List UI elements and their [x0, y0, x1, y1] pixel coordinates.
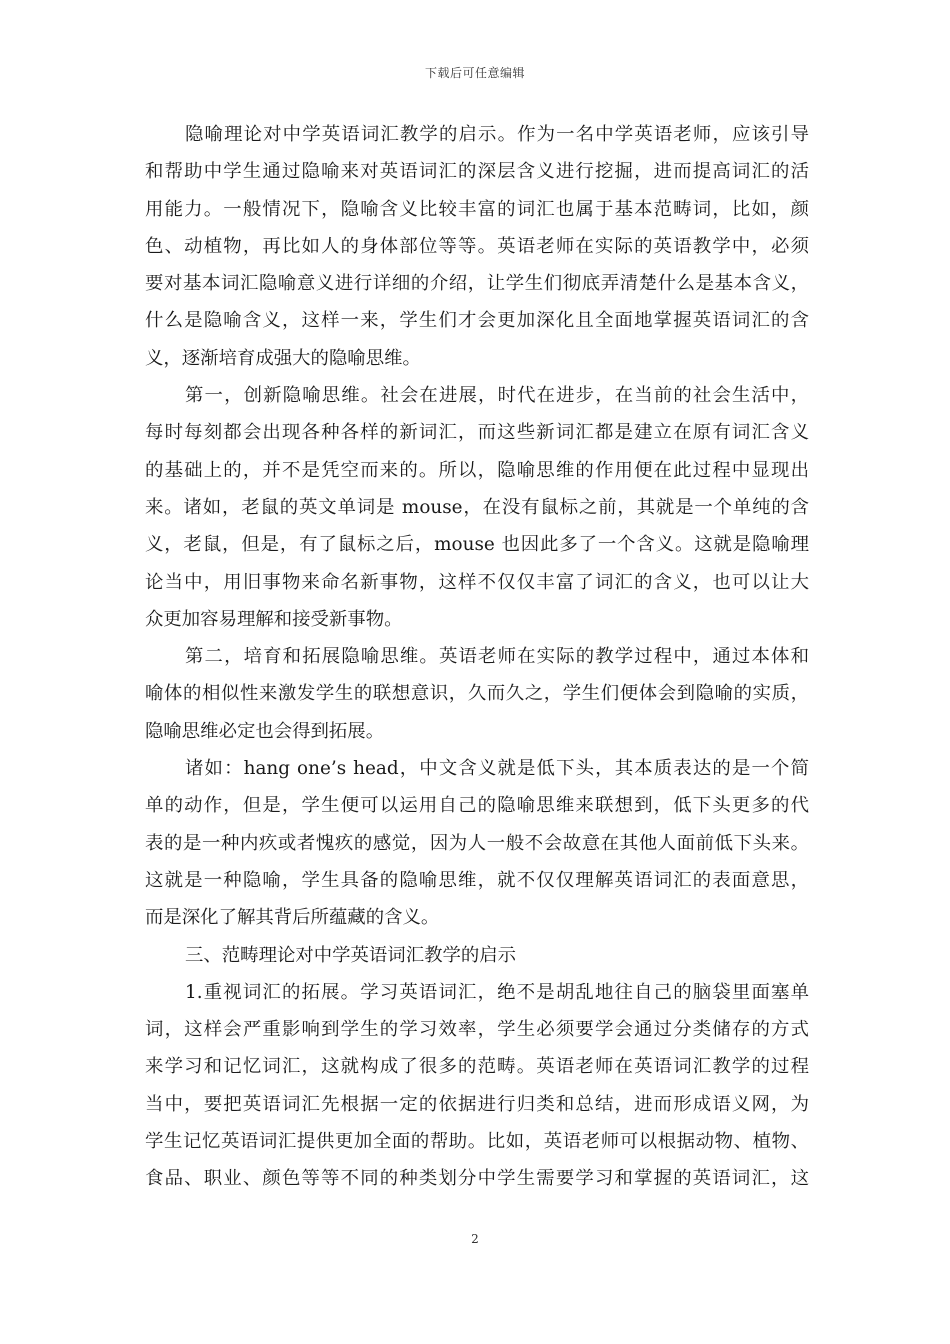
text-line: 的基础上的，并不是凭空而来的。所以，隐喻思维的作用便在此过程中显现出: [145, 459, 809, 481]
text-line: 什么是隐喻含义，这样一来，学生们才会更加深化且全面地掌握英语词汇的含: [145, 310, 809, 332]
text-line: 来。诸如，老鼠的英文单词是 mouse，在没有鼠标之前，其就是一个单纯的含: [145, 496, 809, 518]
text-line: 这就是一种隐喻，学生具备的隐喻思维，就不仅仅理解英语词汇的表面意思，: [145, 869, 809, 891]
text-line: 三、范畴理论对中学英语词汇教学的启示: [185, 944, 517, 966]
text-line: 众更加容易理解和接受新事物。: [145, 608, 403, 630]
text-line: 词，这样会严重影响到学生的学习效率，学生必须要学会通过分类储存的方式: [145, 1019, 809, 1041]
text-line: 单的动作，但是，学生便可以运用自己的隐喻思维来联想到，低下头更多的代: [145, 795, 809, 817]
text-line: 隐喻理论对中学英语词汇教学的启示。作为一名中学英语老师，应该引导: [185, 124, 809, 145]
text-line: 学生记忆英语词汇提供更加全面的帮助。比如，英语老师可以根据动物、植物、: [145, 1131, 809, 1153]
text-line: 义，老鼠，但是，有了鼠标之后，mouse 也因此多了一个含义。这就是隐喻理: [145, 534, 809, 556]
text-line: 要对基本词汇隐喻意义进行详细的介绍，让学生们彻底弄清楚什么是基本含义，: [145, 273, 809, 295]
text-line: 和帮助中学生通过隐喻来对英语词汇的深层含义进行挖掘，进而提高词汇的活: [145, 161, 809, 183]
text-line: 食品、职业、颜色等等不同的种类划分中学生需要学习和掌握的英语词汇，这: [145, 1168, 809, 1190]
text-line: 第一，创新隐喻思维。社会在进展，时代在进步，在当前的社会生活中，: [185, 385, 809, 407]
text-line: 当中，要把英语词汇先根据一定的依据进行归类和总结，进而形成语义网，为: [145, 1093, 809, 1115]
text-line: 义，逐渐培育成强大的隐喻思维。: [145, 347, 421, 369]
body-text: [145, 116, 809, 1198]
text-line: 每时每刻都会出现各种各样的新词汇，而这些新词汇都是建立在原有词汇含义: [145, 422, 809, 444]
text-line: 表的是一种内疚或者愧疚的感觉，因为人一般不会故意在其他人面前低下头来。: [145, 832, 809, 854]
text-line: 论当中，用旧事物来命名新事物，这样不仅仅丰富了词汇的含义，也可以让大: [145, 571, 809, 593]
text-line: 来学习和记忆词汇，这就构成了很多的范畴。英语老师在英语词汇教学的过程: [145, 1056, 809, 1078]
page-number: 2: [471, 1232, 479, 1246]
text-line: 隐喻思维必定也会得到拓展。: [145, 720, 385, 742]
text-line: 而是深化了解其背后所蕴藏的含义。: [145, 907, 440, 929]
text-line: 喻体的相似性来激发学生的联想意识，久而久之，学生们便体会到隐喻的实质，: [145, 683, 809, 705]
text-line: 第二，培育和拓展隐喻思维。英语老师在实际的教学过程中，通过本体和: [185, 646, 809, 668]
text-line: 诸如：hang one’s head，中文含义就是低下头，其本质表达的是一个简: [185, 758, 809, 780]
page-header: 下载后可任意编辑: [424, 66, 525, 80]
text-line: 色、动植物，再比如人的身体部位等等。英语老师在实际的英语教学中，必须: [145, 235, 809, 257]
text-line: 1.重视词汇的拓展。学习英语词汇，绝不是胡乱地往自己的脑袋里面塞单: [185, 981, 809, 1003]
text-line: 用能力。一般情况下，隐喻含义比较丰富的词汇也属于基本范畴词，比如，颜: [145, 198, 809, 220]
